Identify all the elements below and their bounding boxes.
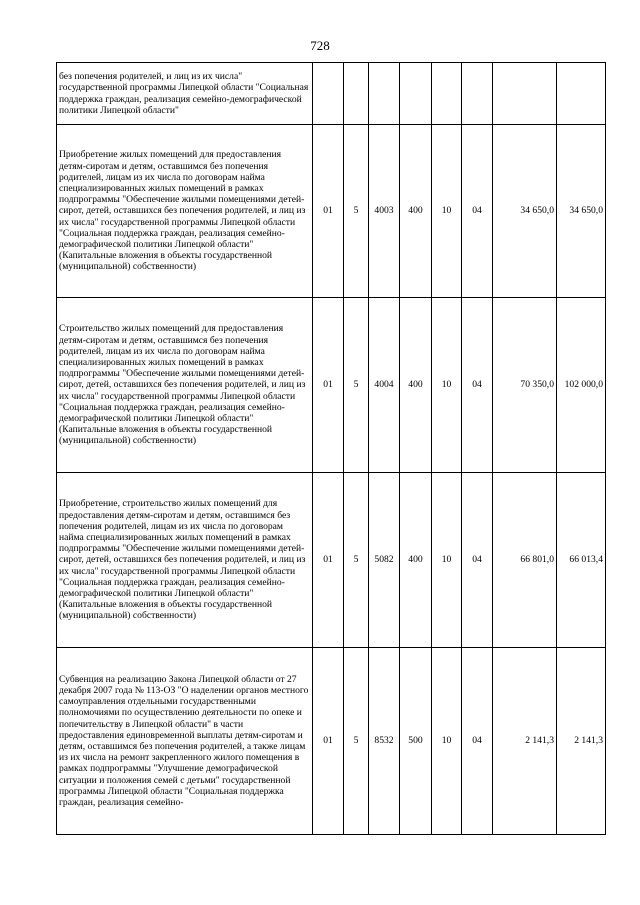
amount-second — [557, 63, 606, 125]
code-section: 10 — [432, 473, 462, 648]
row-description: Субвенция на реализацию Закона Липецкой области от 27 декабря 2007 года № 113-ОЗ "О наделении органов местного самоуправления отдельными государственными полномочиями по осуществлению деятельности по опеке и попечительству в Липецкой области" в части предоставления единовременной выплаты детям-сиротам и детям, оставшимся без попечения родителей, а также лицам из их числа на ремонт закрепленного жилого помещения в рамках подпрограммы "Улучшение демографической ситуации и положения семей с детьми" государственной программы Липецкой области "Социальная поддержка граждан, реализация семейно- — [57, 648, 313, 835]
table-row — [57, 648, 606, 835]
table-row — [57, 63, 606, 125]
code-expense-type: 400 — [400, 298, 432, 473]
code-subprogram — [344, 63, 369, 125]
code-subsection — [462, 63, 493, 125]
code-direction: 4003 — [369, 125, 400, 298]
code-direction: 4004 — [369, 298, 400, 473]
amount-first — [493, 63, 557, 125]
code-subsection: 04 — [462, 648, 493, 835]
code-subprogram: 5 — [344, 473, 369, 648]
code-program: 01 — [313, 648, 344, 835]
budget-table — [56, 62, 606, 835]
row-description: без попечения родителей, и лиц из их числа" государственной программы Липецкой области "Социальная поддержка граждан, реализация семейно-демографической политики Липецкой области" — [57, 63, 313, 125]
code-program — [313, 63, 344, 125]
amount-first: 66 801,0 — [493, 473, 557, 648]
code-expense-type: 400 — [400, 473, 432, 648]
code-direction: 8532 — [369, 648, 400, 835]
row-description: Приобретение, строительство жилых помещений для предоставления детям-сиротам и детям, оставшимся без попечения родителей, лицам из их числа по договорам найма специализированных жилых помещений в рамках подпрограммы "Обеспечение жилыми помещениями детей-сирот, детей, оставшихся без попечения родителей, и лиц из их числа" государственной программы Липецкой области "Социальная поддержка граждан, реализация семейно-демографической политики Липецкой области" (Капитальные вложения в объекты государственной (муниципальной) собственности) — [57, 473, 313, 648]
code-expense-type: 500 — [400, 648, 432, 835]
row-description: Приобретение жилых помещений для предоставления детям-сиротам и детям, оставшимся без попечения родителей, лицам из их числа по договорам найма специализированных жилых помещений в рамках подпрограммы "Обеспечение жилыми помещениями детей-сирот, детей, оставшихся без попечения родителей, и лиц из их числа" государственной программы Липецкой области "Социальная поддержка граждан, реализация семейно-демографической политики Липецкой области" (Капитальные вложения в объекты государственной (муниципальной) собственности) — [57, 125, 313, 298]
code-subsection: 04 — [462, 473, 493, 648]
page-number: 728 — [310, 38, 330, 53]
code-subprogram: 5 — [344, 298, 369, 473]
amount-first: 70 350,0 — [493, 298, 557, 473]
amount-second: 66 013,4 — [557, 473, 606, 648]
code-program: 01 — [313, 473, 344, 648]
table-row — [57, 473, 606, 648]
code-section: 10 — [432, 125, 462, 298]
code-section: 10 — [432, 648, 462, 835]
code-direction — [369, 63, 400, 125]
code-subsection: 04 — [462, 298, 493, 473]
code-subprogram: 5 — [344, 125, 369, 298]
amount-second: 34 650,0 — [557, 125, 606, 298]
code-expense-type — [400, 63, 432, 125]
code-subprogram: 5 — [344, 648, 369, 835]
amount-first: 2 141,3 — [493, 648, 557, 835]
code-program: 01 — [313, 298, 344, 473]
code-program: 01 — [313, 125, 344, 298]
amount-first: 34 650,0 — [493, 125, 557, 298]
amount-second: 102 000,0 — [557, 298, 606, 473]
code-section: 10 — [432, 298, 462, 473]
code-section — [432, 63, 462, 125]
code-direction: 5082 — [369, 473, 400, 648]
code-subsection: 04 — [462, 125, 493, 298]
table-row — [57, 125, 606, 298]
row-description: Строительство жилых помещений для предоставления детям-сиротам и детям, оставшимся без попечения родителей, лицам из их числа по договорам найма специализированных жилых помещений в рамках подпрограммы "Обеспечение жилыми помещениями детей-сирот, детей, оставшихся без попечения родителей, и лиц из их числа" государственной программы Липецкой области "Социальная поддержка граждан, реализация семейно-демографической политики Липецкой области" (Капитальные вложения в объекты государственной (муниципальной) собственности) — [57, 298, 313, 473]
amount-second: 2 141,3 — [557, 648, 606, 835]
table-row — [57, 298, 606, 473]
code-expense-type: 400 — [400, 125, 432, 298]
